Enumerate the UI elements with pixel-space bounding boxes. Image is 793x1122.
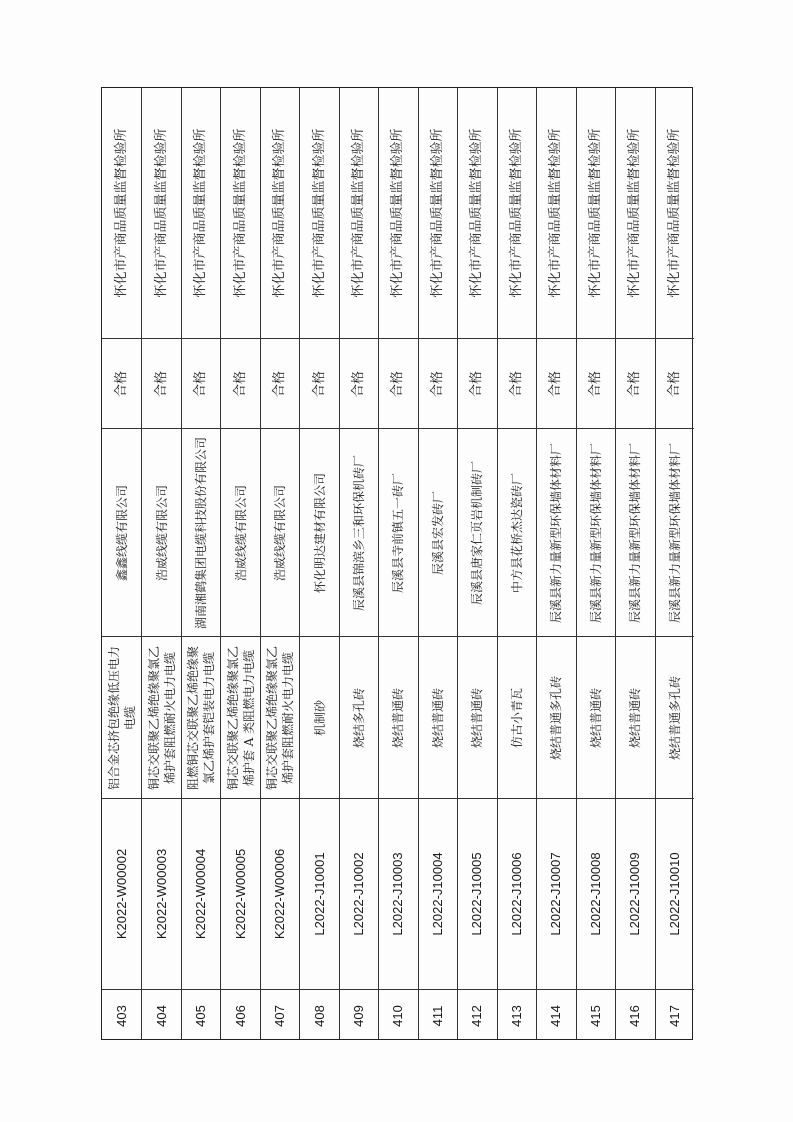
code-cell	[577, 798, 615, 989]
product-cell	[340, 636, 378, 798]
code-text: L2022-J10003	[390, 852, 406, 936]
row-number-cell	[419, 989, 457, 1041]
product-cell	[458, 636, 496, 798]
agency-text: 怀化市产商品质量监督检验所	[627, 128, 643, 298]
result-text: 合格	[469, 370, 485, 397]
row-number-cell	[261, 989, 299, 1041]
row-number-text: 411	[430, 1005, 446, 1026]
result-text: 合格	[311, 370, 327, 397]
result-cell	[221, 338, 259, 428]
table-row	[576, 88, 615, 1039]
table-row	[141, 88, 180, 1039]
result-cell	[379, 338, 417, 428]
result-cell	[616, 338, 654, 428]
agency-text: 怀化市产商品质量监督检验所	[469, 128, 485, 298]
code-text: L2022-J10007	[548, 852, 564, 936]
code-text: L2022-J10001	[311, 852, 327, 936]
product-text: 机制砂	[312, 699, 327, 736]
code-text: L2022-J10005	[469, 852, 485, 936]
agency-cell	[656, 88, 694, 338]
company-text: 浩威线缆有限公司	[272, 484, 287, 581]
table-row	[102, 88, 141, 1039]
product-text: 烧结普通砖	[430, 687, 445, 748]
code-text: L2022-J10008	[588, 852, 604, 936]
table-row	[260, 88, 299, 1039]
row-number-cell	[537, 989, 575, 1041]
agency-cell	[537, 88, 575, 338]
agency-cell	[261, 88, 299, 338]
result-text: 合格	[588, 370, 604, 397]
code-text: K2022-W00006	[272, 848, 288, 940]
company-cell	[340, 428, 378, 636]
row-number-text: 407	[272, 1004, 288, 1027]
company-cell	[419, 428, 457, 636]
company-text: 辰溪县新力量新型环保墙体材料厂	[667, 442, 682, 623]
company-cell	[142, 428, 180, 636]
product-text: 烧结普通砖	[470, 687, 485, 748]
company-text: 辰溪县寺前镇五一砖厂	[391, 472, 406, 593]
result-cell	[577, 338, 615, 428]
table-row	[378, 88, 417, 1039]
result-cell	[340, 338, 378, 428]
agency-text: 怀化市产商品质量监督检验所	[193, 128, 209, 298]
agency-cell	[340, 88, 378, 338]
code-cell	[182, 798, 220, 989]
table-row	[536, 88, 575, 1039]
company-text: 浩威线缆有限公司	[233, 484, 248, 581]
table-row	[220, 88, 259, 1039]
table-row	[339, 88, 378, 1039]
product-cell	[656, 636, 694, 798]
agency-text: 怀化市产商品质量监督检验所	[548, 128, 564, 298]
company-text: 鑫鑫线缆有限公司	[114, 484, 129, 581]
product-text: 烧结多孔砖	[351, 687, 366, 748]
company-cell	[616, 428, 654, 636]
company-text: 湖南湘鹤集团电缆科技股份有限公司	[194, 436, 209, 629]
row-number-cell	[498, 989, 536, 1041]
code-cell	[379, 798, 417, 989]
result-text: 合格	[113, 370, 129, 397]
result-cell	[419, 338, 457, 428]
table-row	[497, 88, 536, 1039]
row-number-cell	[577, 989, 615, 1041]
result-cell	[300, 338, 338, 428]
company-cell	[182, 428, 220, 636]
row-number-cell	[340, 989, 378, 1041]
agency-cell	[498, 88, 536, 338]
agency-text: 怀化市产商品质量监督检验所	[666, 128, 682, 298]
result-text: 合格	[666, 370, 682, 397]
code-cell	[142, 798, 180, 989]
result-cell	[458, 338, 496, 428]
product-cell	[142, 636, 180, 798]
code-text: K2022-W00004	[193, 848, 209, 940]
agency-text: 怀化市产商品质量监督检验所	[232, 128, 248, 298]
result-text: 合格	[509, 370, 525, 397]
table-row	[615, 88, 654, 1039]
result-text: 合格	[548, 370, 564, 397]
agency-text: 怀化市产商品质量监督检验所	[272, 128, 288, 298]
agency-text: 怀化市产商品质量监督检验所	[113, 128, 129, 298]
product-text: 仿古小青瓦	[509, 687, 524, 748]
result-text: 合格	[232, 370, 248, 397]
company-text: 辰溪县唐家仁页岩机制砖厂	[470, 460, 485, 605]
company-cell	[537, 428, 575, 636]
company-cell	[300, 428, 338, 636]
agency-text: 怀化市产商品质量监督检验所	[351, 128, 367, 298]
agency-text: 怀化市产商品质量监督检验所	[588, 128, 604, 298]
row-number-cell	[379, 989, 417, 1041]
company-text: 辰溪县锦滨乡三和环保机砖厂	[351, 454, 366, 611]
row-number-text: 417	[666, 1004, 682, 1027]
company-cell	[102, 428, 141, 636]
product-text: 烧结普通多孔砖	[549, 675, 564, 760]
row-number-cell	[221, 989, 259, 1041]
agency-text: 怀化市产商品质量监督检验所	[509, 128, 525, 298]
code-cell	[340, 798, 378, 989]
code-text: L2022-J10002	[351, 852, 367, 936]
result-cell	[537, 338, 575, 428]
agency-text: 怀化市产商品质量监督检验所	[153, 128, 169, 298]
row-number-text: 408	[311, 1004, 327, 1027]
company-text: 辰溪县新力量新型环保墙体材料厂	[588, 442, 603, 623]
product-text: 铜芯交联聚乙烯绝缘聚氯乙烯护套阻燃耐火电力电缆	[146, 645, 177, 790]
row-number-text: 406	[232, 1004, 248, 1027]
company-text: 辰溪县新力量新型环保墙体材料厂	[549, 442, 564, 623]
code-cell	[102, 798, 141, 989]
code-text: K2022-W00003	[153, 848, 169, 940]
row-number-text: 410	[390, 1004, 406, 1027]
product-text: 烧结普通多孔砖	[667, 675, 682, 760]
product-cell	[577, 636, 615, 798]
result-text: 合格	[193, 370, 209, 397]
code-cell	[458, 798, 496, 989]
inspection-results-table	[101, 87, 693, 1040]
agency-cell	[577, 88, 615, 338]
product-cell	[537, 636, 575, 798]
company-cell	[656, 428, 694, 636]
row-number-text: 409	[351, 1004, 367, 1027]
agency-cell	[458, 88, 496, 338]
company-text: 辰溪县宏发砖厂	[430, 490, 445, 575]
table-row	[655, 88, 694, 1039]
code-cell	[221, 798, 259, 989]
code-text: L2022-J10004	[430, 852, 446, 936]
row-number-cell	[182, 989, 220, 1041]
product-text: 铜芯交联聚乙烯绝缘聚氯乙烯护套阻燃耐火电力电缆	[264, 645, 296, 790]
result-text: 合格	[390, 370, 406, 397]
result-text: 合格	[272, 370, 288, 397]
product-text: 烧结普通砖	[391, 687, 406, 748]
company-cell	[379, 428, 417, 636]
code-cell	[616, 798, 654, 989]
row-number-cell	[102, 989, 141, 1041]
row-number-cell	[300, 989, 338, 1041]
product-cell	[102, 636, 141, 798]
agency-cell	[102, 88, 141, 338]
row-number-text: 403	[113, 1004, 129, 1027]
code-text: L2022-J10010	[666, 852, 682, 936]
company-cell	[261, 428, 299, 636]
company-cell	[458, 428, 496, 636]
product-cell	[261, 636, 299, 798]
result-cell	[261, 338, 299, 428]
code-cell	[300, 798, 338, 989]
result-text: 合格	[153, 370, 169, 397]
code-text: K2022-W00005	[232, 848, 248, 940]
company-cell	[577, 428, 615, 636]
code-cell	[261, 798, 299, 989]
product-cell	[182, 636, 220, 798]
row-number-cell	[458, 989, 496, 1041]
result-text: 合格	[627, 370, 643, 397]
result-text: 合格	[351, 370, 367, 397]
company-text: 浩威线缆有限公司	[154, 484, 169, 581]
company-text: 辰溪县新力量新型环保墙体材料厂	[628, 442, 643, 623]
agency-text: 怀化市产商品质量监督检验所	[311, 128, 327, 298]
product-text: 阻燃铜芯交联聚乙烯绝缘聚氯乙烯护套铠装电力电缆	[185, 645, 217, 790]
product-text: 铜芯交联聚乙烯绝缘聚氯乙烯护套 A 类阻燃电力电缆	[225, 645, 256, 790]
table-row	[418, 88, 457, 1039]
agency-cell	[182, 88, 220, 338]
row-number-text: 416	[627, 1004, 643, 1027]
row-number-cell	[656, 989, 694, 1041]
result-cell	[656, 338, 694, 428]
row-number-text: 412	[469, 1004, 485, 1027]
agency-text: 怀化市产商品质量监督检验所	[390, 128, 406, 298]
row-number-text: 413	[509, 1004, 525, 1027]
agency-cell	[616, 88, 654, 338]
company-text: 怀化明达建材有限公司	[312, 472, 327, 593]
table-row	[181, 88, 220, 1039]
row-number-text: 415	[588, 1004, 604, 1027]
agency-cell	[221, 88, 259, 338]
row-number-cell	[142, 989, 180, 1041]
agency-cell	[300, 88, 338, 338]
code-text: L2022-J10006	[509, 852, 525, 936]
result-cell	[102, 338, 141, 428]
code-cell	[537, 798, 575, 989]
agency-cell	[142, 88, 180, 338]
product-cell	[300, 636, 338, 798]
product-text: 烧结普通砖	[588, 687, 603, 748]
row-number-text: 414	[548, 1004, 564, 1027]
result-cell	[498, 338, 536, 428]
product-cell	[419, 636, 457, 798]
product-cell	[498, 636, 536, 798]
table-row	[457, 88, 496, 1039]
product-cell	[379, 636, 417, 798]
company-cell	[221, 428, 259, 636]
company-cell	[498, 428, 536, 636]
result-text: 合格	[430, 370, 446, 397]
agency-cell	[419, 88, 457, 338]
table-row	[299, 88, 338, 1039]
agency-text: 怀化市产商品质量监督检验所	[430, 128, 446, 298]
code-cell	[498, 798, 536, 989]
code-cell	[419, 798, 457, 989]
code-text: K2022-W00002	[113, 848, 129, 940]
product-text: 烧结普通砖	[628, 687, 643, 748]
result-cell	[182, 338, 220, 428]
agency-cell	[379, 88, 417, 338]
row-number-text: 404	[153, 1004, 169, 1027]
row-number-text: 405	[193, 1004, 209, 1027]
result-cell	[142, 338, 180, 428]
product-cell	[616, 636, 654, 798]
product-cell	[221, 636, 259, 798]
code-cell	[656, 798, 694, 989]
company-text: 中方县花桥杰达瓷砖厂	[509, 472, 524, 593]
code-text: L2022-J10009	[627, 852, 643, 936]
row-number-cell	[616, 989, 654, 1041]
product-text: 铝合金芯挤包绝缘低压电力电缆	[106, 645, 137, 790]
